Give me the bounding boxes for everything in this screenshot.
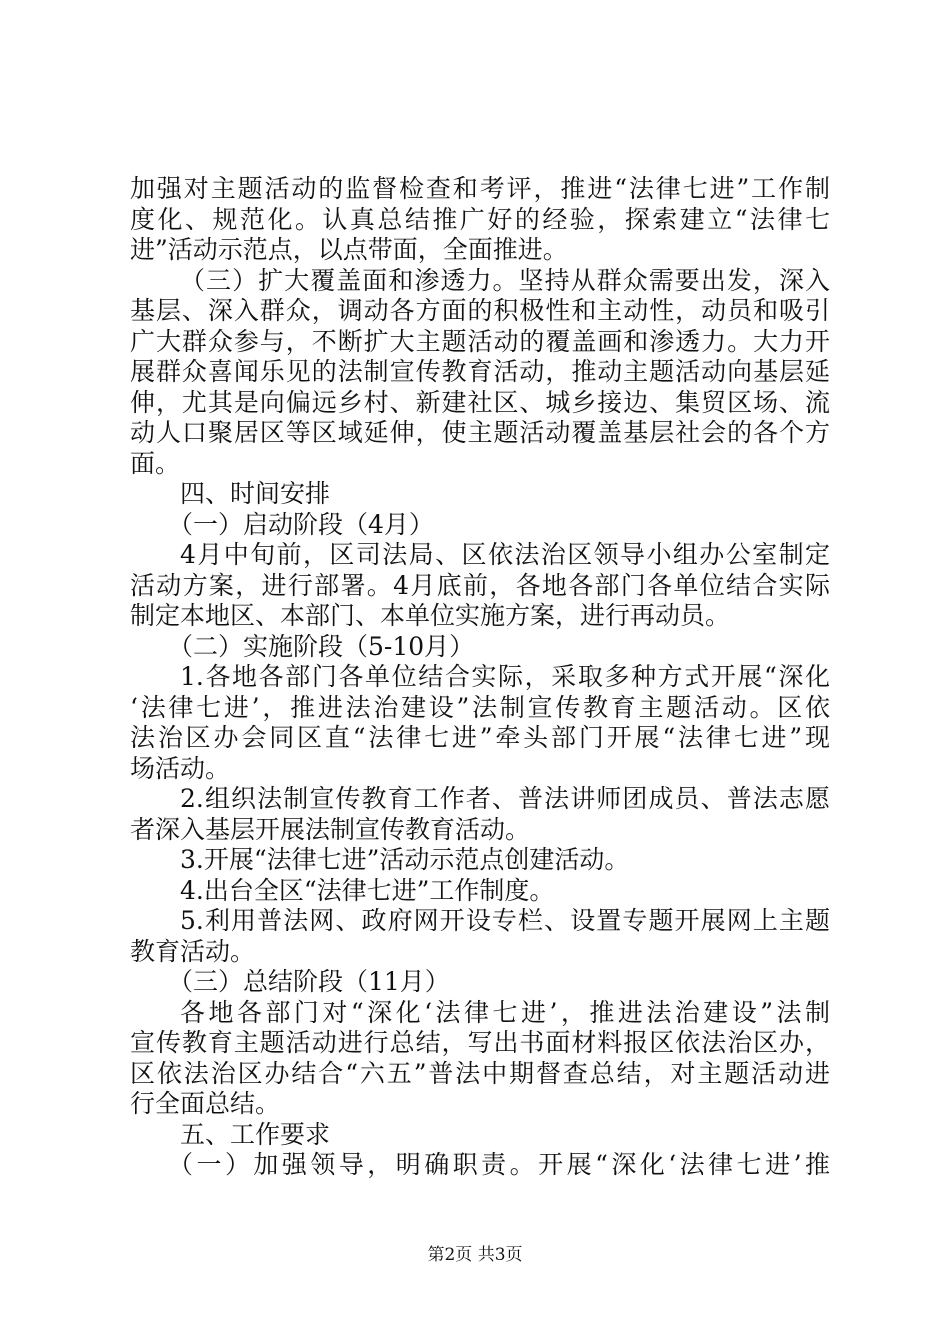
page-footer: 第2页 共3页 xyxy=(427,1245,523,1265)
text-line: 加强对主题活动的监督检查和考评，推进“法律七进”工作制 xyxy=(130,174,830,203)
text-line: 四、时间安排 xyxy=(180,479,331,508)
text-line: 4月中旬前，区司法局、区依法治区领导小组办公室制定 xyxy=(180,540,830,569)
text-line: （三）总结阶段（11月） xyxy=(168,967,450,996)
text-line: 度化、规范化。认真总结推广好的经验，探索建立“法律七 xyxy=(130,204,830,234)
text-line: （二）实施阶段（5-10月） xyxy=(168,631,475,661)
text-line: 者深入基层开展法制宣传教育活动。 xyxy=(130,814,531,844)
text-line: 面。 xyxy=(130,448,181,478)
text-line: 动人口聚居区等区域延伸，使主题活动覆盖基层社会的各个方 xyxy=(130,418,830,447)
text-line: （一）加强领导，明确职责。开展“深化‘法律七进’推 xyxy=(168,1150,830,1179)
text-line: 基层、深入群众，调动各方面的积极性和主动性，动员和吸引 xyxy=(130,296,830,325)
text-line: （三）扩大覆盖面和渗透力。坚持从群众需要出发，深入 xyxy=(180,265,830,295)
text-line: （一）启动阶段（4月） xyxy=(168,509,434,539)
text-line: 活动方案，进行部署。4月底前，各地各部门各单位结合实际 xyxy=(130,570,830,600)
text-line: 五、工作要求 xyxy=(180,1119,331,1149)
document-body xyxy=(130,174,830,1181)
text-line: 宣传教育主题活动进行总结，写出书面材料报区依法治区办， xyxy=(130,1028,830,1057)
text-line: 法治区办会同区直“法律七进”牵头部门开展“法律七进”现 xyxy=(130,723,830,752)
text-line: 3.开展“法律七进”活动示范点创建活动。 xyxy=(180,845,630,874)
text-line: 2.组织法制宣传教育工作者、普法讲师团成员、普法志愿 xyxy=(180,784,830,813)
text-line: ‘法律七进’，推进法治建设”法制宣传教育主题活动。区依 xyxy=(130,692,830,722)
text-line: 场活动。 xyxy=(130,753,231,783)
text-line: 伸，尤其是向偏远乡村、新建社区、城乡接边、集贸区场、流 xyxy=(130,387,830,417)
text-line: 4.出台全区“法律七进”工作制度。 xyxy=(180,875,555,905)
text-line: 行全面总结。 xyxy=(130,1089,281,1118)
text-line: 各地各部门对“深化‘法律七进’，推进法治建设”法制 xyxy=(180,997,830,1027)
text-line: 广大群众参与，不断扩大主题活动的覆盖画和渗透力。大力开 xyxy=(130,326,830,356)
text-line: 进”活动示范点，以点带面，全面推进。 xyxy=(130,235,568,264)
text-line: 教育活动。 xyxy=(130,936,256,966)
text-line: 1.各地各部门各单位结合实际，采取多种方式开展“深化 xyxy=(180,662,830,691)
text-line: 区依法治区办结合“六五”普法中期督查总结，对主题活动进 xyxy=(130,1058,830,1088)
text-line: 制定本地区、本部门、本单位实施方案，进行再动员。 xyxy=(130,601,731,630)
text-line: 展群众喜闻乐见的法制宣传教育活动，推动主题活动向基层延 xyxy=(130,357,830,386)
text-line: 5.利用普法网、政府网开设专栏、设置专题开展网上主题 xyxy=(180,906,830,935)
